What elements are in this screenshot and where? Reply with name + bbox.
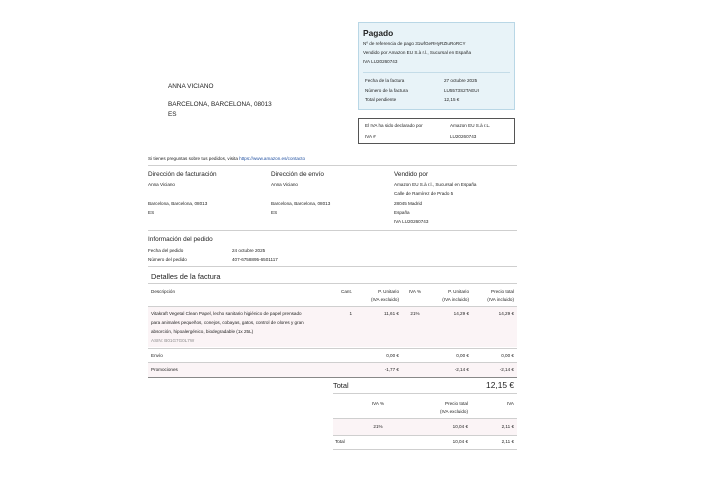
order-date-value: 24 octubre 2025 bbox=[232, 248, 266, 253]
shipping-row-label: Envío bbox=[151, 353, 163, 358]
invoice-number-value: LU5573S2TAEUI bbox=[444, 88, 479, 93]
col-unit-incl: P. Unitario bbox=[448, 289, 469, 294]
questions-line bbox=[148, 156, 305, 162]
invoice-date-value: 27 octubre 2025 bbox=[444, 78, 478, 83]
customer-country: ES bbox=[168, 111, 177, 118]
promo-row-excl: -1,77 € bbox=[384, 367, 399, 372]
item-description-1: Vitakraft Vegetal Clean Papel, lecho sanitario higiénico de papel prensado bbox=[151, 311, 302, 316]
promo-row-total: -2,14 € bbox=[499, 367, 514, 372]
vat-col-price-sub: (IVA excluido) bbox=[440, 409, 468, 414]
billing-title: Dirección de facturación bbox=[148, 171, 217, 178]
paid-vat-number: IVA LU20260743 bbox=[363, 59, 398, 64]
vat-total-price: 10,04 € bbox=[452, 439, 468, 444]
seller-line-5: IVA LU20260743 bbox=[394, 219, 429, 224]
promo-row-label: Promociones bbox=[151, 367, 178, 372]
vat-declared-box bbox=[358, 118, 515, 144]
item-unit-excl: 11,61 € bbox=[384, 311, 399, 316]
seller-line-1: Amazon EU S.à r.l., Sucursal en España bbox=[394, 182, 477, 187]
invoice-details-title: Detalles de la factura bbox=[151, 272, 221, 281]
questions-text: Si tienes preguntas sobre tus pedidos, visita bbox=[148, 156, 238, 161]
order-info-title: Información del pedido bbox=[148, 236, 213, 243]
vat-declared-value: Amazon EU S.à r.L. bbox=[450, 123, 491, 128]
billing-city: Barcelona, Barcelona, 08013 bbox=[148, 201, 208, 206]
shipping-country: ES bbox=[271, 210, 278, 215]
vat-col-price: Precio total bbox=[445, 401, 468, 406]
item-qty: 1 bbox=[349, 311, 352, 316]
vat-id-label: IVA # bbox=[365, 134, 376, 139]
shipping-row-total: 0,00 € bbox=[501, 353, 514, 358]
vat-col-rate: IVA % bbox=[371, 401, 385, 406]
billing-country: ES bbox=[148, 210, 155, 215]
contact-link[interactable]: https://www.amazon.es/contacto bbox=[239, 156, 306, 161]
pending-total-value: 12,15 € bbox=[444, 97, 460, 102]
order-number-value: 407-6758895-6501117 bbox=[232, 257, 278, 262]
seller-line-3: 28045 Madrid bbox=[394, 201, 423, 206]
item-total: 14,29 € bbox=[498, 311, 514, 316]
item-unit-incl: 14,29 € bbox=[453, 311, 469, 316]
col-total-sub: (IVA incluido) bbox=[487, 297, 514, 302]
seller-line-4: España bbox=[394, 210, 410, 215]
order-date-label: Fecha del pedido bbox=[148, 248, 184, 253]
shipping-title: Dirección de envío bbox=[271, 171, 324, 178]
col-qty: Cant. bbox=[341, 289, 352, 294]
payment-reference: Nº de referencia de pago 31wfGeRHyRZIuRoRCY bbox=[363, 41, 466, 46]
paid-title: Pagado bbox=[363, 28, 394, 38]
invoice-number-label: Número de la factura bbox=[365, 88, 408, 93]
seller-title: Vendido por bbox=[394, 171, 429, 178]
col-unit-incl-sub: (IVA incluido) bbox=[442, 297, 469, 302]
billing-name: Anna Viciano bbox=[148, 182, 175, 187]
pending-total-label: Total pendiente bbox=[365, 97, 397, 102]
customer-city: BARCELONA, BARCELONA, 08013 bbox=[168, 101, 272, 108]
col-unit-excl: P. Unitario bbox=[378, 289, 399, 294]
shipping-name: Anna Viciano bbox=[271, 182, 298, 187]
vat-declared-label: El IVA ha sido declarado por bbox=[365, 123, 423, 128]
vat-row-iva: 2,11 € bbox=[501, 424, 514, 429]
promo-row-incl: -2,14 € bbox=[454, 367, 469, 372]
invoice-total-label: Total bbox=[333, 381, 349, 390]
vat-total-label: Total bbox=[335, 439, 345, 444]
item-description-3: absorción, hipoalergénico, biodegradable (1x 25L) bbox=[151, 329, 254, 334]
item-description-2: para animales pequeños, conejos, cobayas, gatos, control de olores y gran bbox=[151, 320, 304, 325]
customer-name: ANNA VICIANO bbox=[168, 83, 214, 90]
invoice-date-label: Fecha de la factura bbox=[365, 78, 405, 83]
vat-total-iva: 2,11 € bbox=[501, 439, 514, 444]
order-number-label: Número del pedido bbox=[148, 257, 187, 262]
shipping-row-incl: 0,00 € bbox=[456, 353, 469, 358]
vat-col-iva: IVA bbox=[506, 401, 514, 406]
col-total: Precio total bbox=[491, 289, 514, 294]
item-asin: ASIN: B01G7G0L7W bbox=[151, 338, 195, 343]
col-unit-excl-sub: (IVA excluido) bbox=[371, 297, 399, 302]
shipping-row-excl: 0,00 € bbox=[386, 353, 399, 358]
col-description: Descripción bbox=[151, 289, 175, 294]
col-vat: IVA % bbox=[408, 289, 422, 294]
paid-sold-by: Vendido por Amazon EU S.à r.l., Sucursal en España bbox=[363, 50, 472, 55]
seller-line-2: Calle de Ramírez de Prado 5 bbox=[394, 191, 454, 196]
invoice-total-value: 12,15 € bbox=[486, 380, 514, 390]
item-vat: 21% bbox=[410, 311, 420, 316]
vat-row-rate: 21% bbox=[373, 424, 383, 429]
shipping-city: Barcelona, Barcelona, 08013 bbox=[271, 201, 331, 206]
vat-id-value: LU20260743 bbox=[450, 134, 477, 139]
vat-row-price: 10,04 € bbox=[452, 424, 468, 429]
